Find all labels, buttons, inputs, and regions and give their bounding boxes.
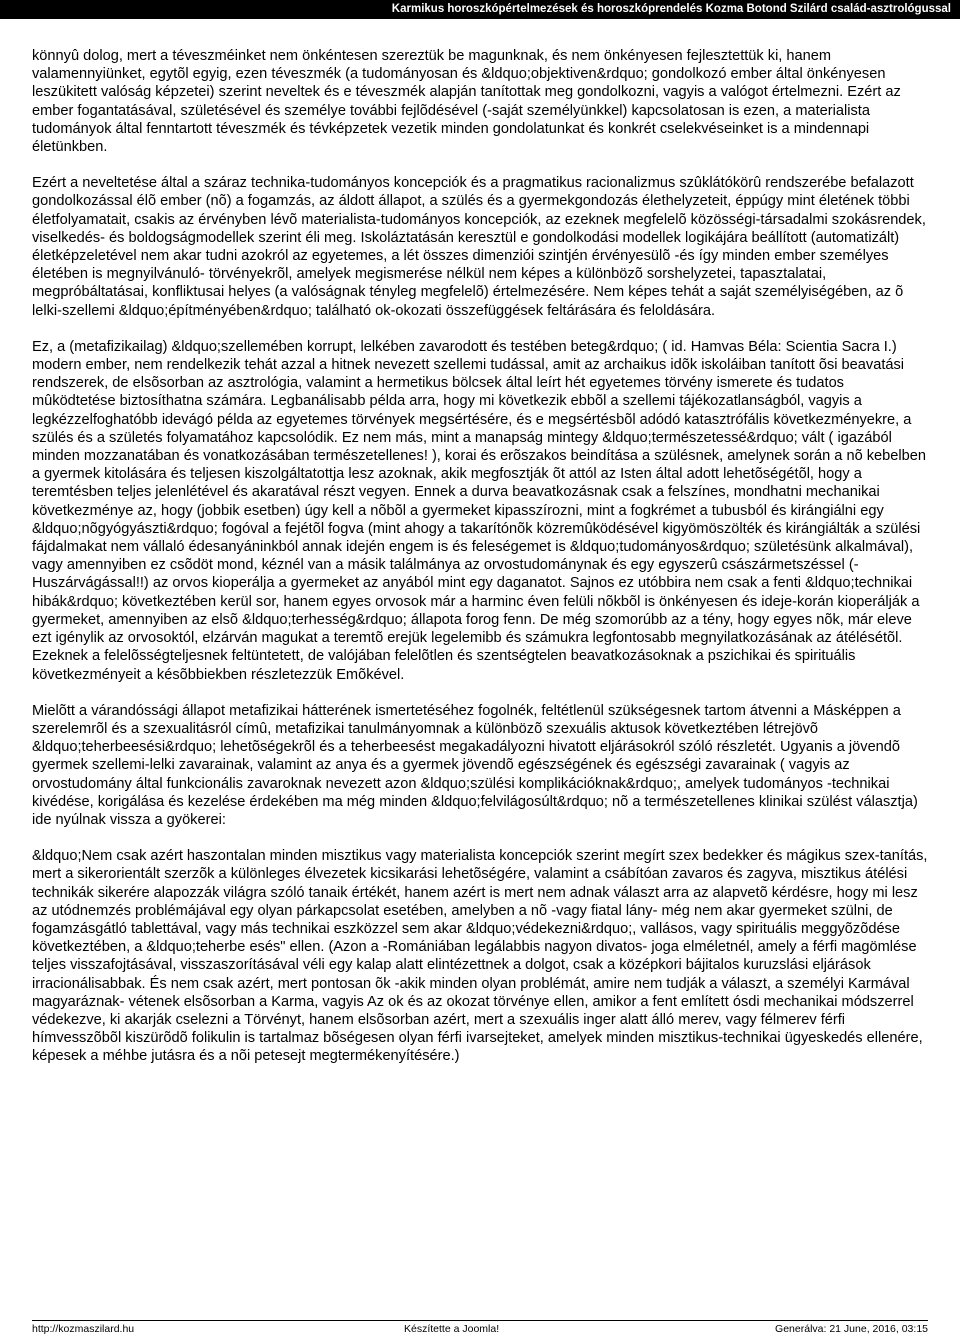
footer-url-link[interactable]: http://kozmaszilard.hu [32,1323,135,1335]
paragraph: Ez, a (metafizikailag) &ldquo;szellemében korrupt, lelkében zavarodott és testében beteg&rdquo; ( id. Hamvas Béla: Scientia Sacra I.) modern ember, nem rendelkezik tehát azzal a hitnek nevezett szellemi tudással, amit az archaikus idõk iskoláiban tanított õsi beavatási rendszerek, de elsõsorban az asztrológia, valamint a hermetikus bölcsek által leírt hét egyetemes törvény ismerete és tudatos mûködtetése biztosíthatna számára. Legbanálisabb példa arra, hogy mi következik ebbõl a szellemi tájékozatlanságból, vagyis a legkézzelfoghatóbb idevágó példa az egyetemes törvények megsértésére, és e megsértésbõl adódó katasztrófális következményekre, a szülés és a születés folyamatához kapcsolódik. Ez nem más, mint a manapság mintegy &ldquo;természetessé&rdquo; vált ( igazából minden mozzanatában és vonatkozásában természetellenes! ), korai és erõszakos beindítása a szülésnek, amelynek során a nõ kebelben a gyermek kitolására és teljesen kiszolgáltatottja lesz azoknak, akik megfosztják õt attól az Isten által adott lehetõségétõl, hogy a teremtésben teljes jelenlétével és akaratával részt vegyen. Ennek a durva beavatkozásnak csak a felszínes, mondhatni mechanikai következménye az, hogy (jobbik esetben) úgy kell a nõbõl a gyermeket kipasszírozni, mint a fogkrémet a tubusból és kirángiálni egy &ldquo;nõgyógyászti&rdquo; fogóval a fejétõl fogva (mint ahogy a takarítónõk közremûködésével kigyömöszölték és kirángiálták a szülési fájdalmakat nem vállaló édesanyáninkból annak idején engem is és feleségemet is &ldquo;tudományos&rdquo; születésünk alkalmával), vagy amennyiben ez csõdöt mond, kéznél van a másik találmánya az orvostudománynak és egy egyszerû császármetszéssel (-Huszárvágással!!) az orvos kioperálja a gyermeket az anyából mint egy daganatot. Sajnos ez utóbbira nem csak a fenti &ldquo;technikai hibák&rdquo; következtében kerül sor, hanem egyes orvosok már a harminc éven felüli nõkbõl is önkényesen és ideje-korán kioperálják a gyermeket, amennyiben az elsõ &ldquo;terhesség&rdquo; állapota forog fenn. De még szomorúbb az a tény, hogy egyes nõk, már eleve ezt igénylik az orvosoktól, elzárván magukat a teremtõ erejük legelemibb és számukra legfontosabb megnyilatkozásának az átélésétõl. Ezeknek a felelõsségteljesnek feltüntetett, de valójában felelõtlen és szentségtelen beavatkozásoknak a pszichikai és spirituális következményeit a késõbbiekben részletezzük Emõkével. [32,338,926,683]
header-bar [0,0,960,19]
article-body [32,47,930,1084]
paragraph: &ldquo;Nem csak azért haszontalan minden misztikus vagy materialista koncepciók szerint megírt szex bedekker és mágikus szex-tanítás, mert a sikerorientált szerzõk a különleges élvezetek kicsikarási lehetõségére, valamint a csábítóan zavaros és zagyva, misztikus átélési technikák sikerére alapozzák világra szóló tanaik értékét, hanem azért is mert nem adnak választ arra az alapvetõ kérdésre, hogy mi lesz az utódnemzés problémájával egy olyan párkapcsolat esetében, amelyben a nõ -vagy fiatal lány- még nem akar gyermeket szülni, de fogamzásgátló tablettával, vagy más technikai eszközzel sem akar &ldquo;védekezni&rdquo;, vallásos, vagy spirituális meggyõzõdése következtében, a &ldquo;teherbe esés" ellen. (Azon a -Romániában legálabbis nagyon divatos- joga elméletnél, amely a férfi magömlése teljes visszafojtásával, visszaszorításával véli egy kalap alatt elintézettnek a dolgot, csak a középkori bájitalos kuruzslási eljárások irracionálisabbak. És nem csak azért, mert pontosan õk -akik minden olyan problémát, amire nem tudják a választ, a személyi Karmával magyaráznak- vétenek elsõsorban a Karma, vagyis Az ok és az okozat törvénye ellen, amikor a fent említett ósdi mechanikai módszerrel védekezve, ki akarják cselezni a Törvényt, hanem elsõsorban azért, mert a szexuális inger alatt álló merev, vagy félmerev férfi hímvesszõbõl kiszürõdõ folikulin is tartalmaz bõségesen olyan férfi ivarsejteket, amelyek minden misztikus-technikai ügyeskedés ellenére, képesek a méhbe jutásra és a nõi petesejt megtermékenyítésére.) [32,848,928,1065]
paragraph: könnyû dolog, mert a téveszméinket nem önkéntesen szereztük be magunknak, és nem önkényesen fejlesztettük ki, hanem valamennyiünket, egytõl egyig, ezen téveszmék (a tudományosan és &ldquo;objektiven&rdquo; gondolkozó ember által önkényesen leszükitett valóság képzetei) szerint neveltek és e téveszmék alapján tanítottak meg gondolkozni, vagyis a valógot értelmezni. Ezért az ember fogantatásával, születésével és személye további fejlõdésével (-saját személyünkkel) kapcsolatosan is ezen, a materialista tudományok által fenntartott téveszmék és tévképzetek vezetik minden gondolatunkat és konkrét cselekvéseinket is a mindennapi életünkben. [32,48,901,156]
site-title: Karmikus horoszkópértelmezések és horoszkóprendelés Kozma Botond Szilárd család-asztrológussal [391,3,951,15]
paragraph: Mielõtt a várandóssági állapot metafizikai hátterének ismertetéséhez fogolnék, feltétlenül szükségesnek tartom átvenni a Másképpen a szerelemrõl és a szexualitásról címû, metafizikai tanulmányomnak a különbözõ szexuális aktusok következtében létrejövõ &ldquo;teherbeesési&rdquo; lehetõségekrõl és a teherbeesést megakadályozni hivatott eljárásokról szóló részletét. Ugyanis a jövendõ gyermek szellemi-lelki zavarainak, valamint az anya és a gyermek jövendõ egészségének és egészségi zavarainak ( vagyis az orvostudomány által funkcionális zavaroknak nevezett azon &ldquo;szülési komplikációknak&rdquo;, amelyek tudományos -technikai kivédése, korigálása és kezelése érdekében ma még minden &ldquo;felvilágosúlt&rdquo; nõ a természetellenes klinikai szülést választja) ide nyúlnak vissza a gyökerei: [32,702,918,828]
footer-made-with: Készítette a Joomla! [404,1323,500,1335]
paragraph: Ezért a neveltetése által a száraz technika-tudományos koncepciók és a pragmatikus racionalizmus szûklátókörû rendszerébe befalazott gondolkozással élõ ember (nõ) a fogamzás, az áldott állapot, a szülés és a gyermekgondozás élethelyzeteit, éppúgy mint életének többi életfolyamatait, csakis az érvényben lévõ materialista-tudományos koncepciók, az ezeknek megfelelõ közösségi-társadalmi szokásrendek, viselkedés- és boldogságmodellek szerint éli meg. Iskoláztatásán keresztül e gondolkodási modellek logikájára beállított (automatizált) életképzeletével nem akar tudni azokról az egyetemes, a lét összes dimenziói szintjén érvényesülõ -és így minden ember személyes életében is megnyilvánuló- törvényekrõl, amelyek megismerése nélkül nem képes a különbözõ sorshelyzetei, tapasztalatai, megpróbáltatásai, konfliktusai helyes (a valóságnak tényleg megfelelõ) értelmezésére. Nem képes tehát a saját személyiségében, az õ lelki-szellemi &ldquo;építményében&rdquo; található ok-okozati összefüggések feltárására és feloldására. [32,175,926,319]
footer-generated-date: Generálva: 21 June, 2016, 03:15 [775,1323,928,1335]
footer-divider [32,1320,928,1321]
